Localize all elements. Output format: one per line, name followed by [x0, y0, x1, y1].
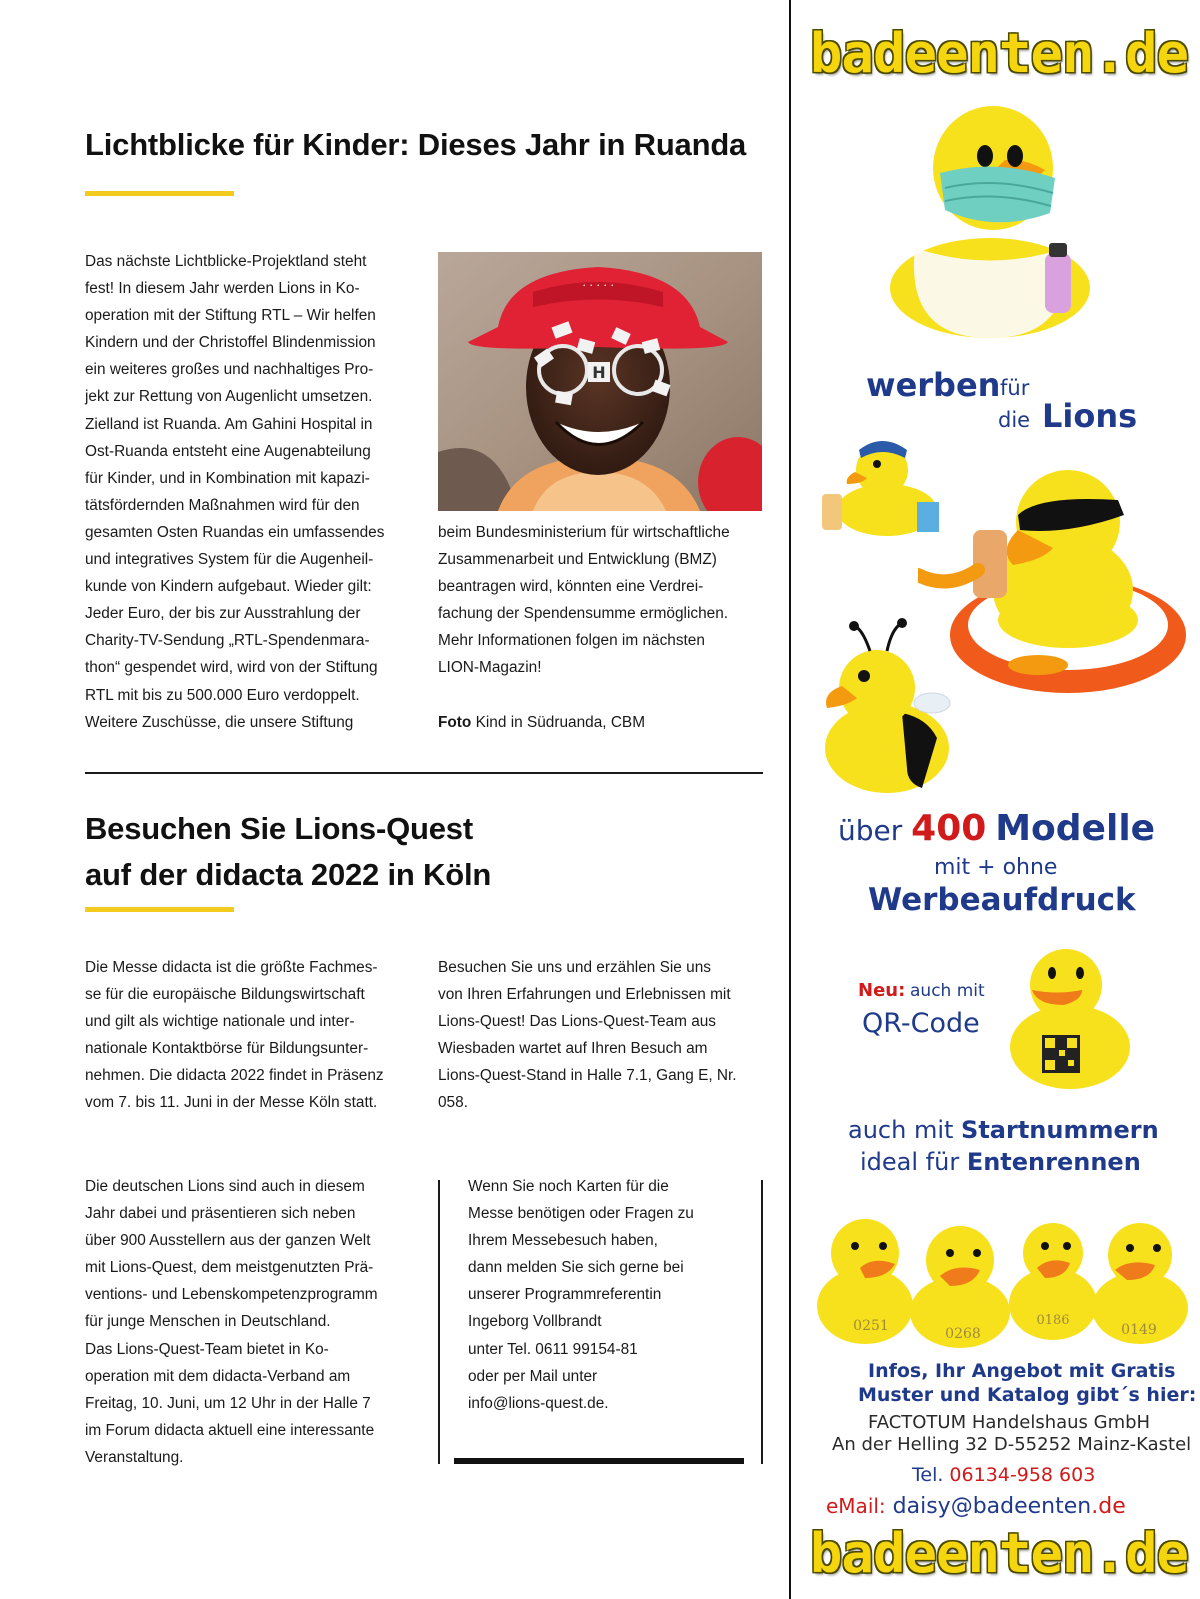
text-line: tätsfördernden Maßnahmen wird für den	[85, 496, 360, 514]
ad-count: 400	[911, 808, 987, 849]
bee-duck-icon	[812, 618, 957, 793]
text-line: beantragen wird, könnten eine Verdrei-	[438, 578, 704, 596]
ad-qr-code: QR-Code	[862, 1008, 980, 1039]
text-line: mit Lions-Quest, dem meistgenutzten Prä-	[85, 1259, 374, 1277]
text-line: Zusammenarbeit und Entwicklung (BMZ)	[438, 551, 717, 569]
text-line: für Kinder, und in Kombination mit kapazi-	[85, 469, 370, 487]
text-line: operation mit der Stiftung RTL – Wir helfen	[85, 307, 376, 325]
text-line: Kindern und der Christoffel Blindenmission	[85, 334, 376, 352]
article1-title: Lichtblicke für Kinder: Dieses Jahr in Ruanda	[85, 127, 747, 162]
text-line: LION-Magazin!	[438, 659, 542, 677]
text-line: kunde von Kindern aufgebaut. Wieder gilt:	[85, 578, 372, 596]
contact-box	[468, 1173, 753, 1417]
ad-startnummern-line	[848, 1116, 1159, 1144]
text-line: operation mit dem didacta-Verband am	[85, 1367, 351, 1385]
text-line: Das nächste Lichtblicke-Projektland steht	[85, 253, 367, 270]
photo-caption	[438, 709, 768, 736]
text-line: fachung der Spendensumme ermöglichen.	[438, 605, 729, 623]
contact-line: Ingeborg Vollbrandt	[468, 1313, 602, 1331]
title-underline	[85, 907, 234, 912]
ad-werben: werben	[866, 366, 1001, 404]
text-line: Charity-TV-Sendung „RTL-Spendenmara-	[85, 632, 370, 650]
text-line: über 900 Ausstellern aus der ganzen Welt	[85, 1232, 371, 1250]
ad-start-line2-a: ideal für	[860, 1148, 967, 1176]
text-line: se für die europäische Bildungswirtschaft	[85, 986, 365, 1004]
child-photo-icon	[438, 252, 762, 511]
svg-text:H: H	[592, 363, 606, 382]
text-line: vom 7. bis 11. Juni in der Messe Köln statt.	[85, 1094, 378, 1112]
duck-number-3: 0186	[1036, 1313, 1070, 1328]
text-line: beim Bundesministerium für wirtschaftliche	[438, 524, 730, 541]
qr-duck-icon	[1002, 935, 1132, 1090]
ad-lions: Lions	[1042, 397, 1138, 435]
text-line: von Ihren Erfahrungen und Erlebnissen mit	[438, 986, 731, 1004]
contact-line: Wenn Sie noch Karten für die	[468, 1178, 669, 1195]
ad-email-label: eMail:	[826, 1494, 886, 1518]
contact-box-left-border	[438, 1180, 440, 1464]
ad-company: FACTOTUM Handelshaus GmbH	[868, 1412, 1151, 1433]
ad-fuer: für	[1000, 376, 1030, 400]
text-line: Veranstaltung.	[85, 1448, 184, 1466]
contact-line: oder per Mail unter	[468, 1367, 598, 1385]
svg-text:· · · · ·: · · · · ·	[582, 279, 614, 292]
ad-modelle: Modelle	[995, 808, 1156, 849]
text-line: Lions-Quest-Stand in Halle 7.1, Gang E, Nr.	[438, 1067, 737, 1085]
ad-models-line	[838, 808, 1155, 849]
ad-email-user: daisy@badeenten	[885, 1494, 1092, 1519]
ad-address: An der Helling 32 D-55252 Mainz-Kastel	[832, 1434, 1192, 1455]
ad-column-separator	[789, 0, 791, 1599]
article1-column-1	[85, 248, 425, 736]
text-line: Jahr dabei und präsentieren sich neben	[85, 1205, 356, 1223]
ad-brand-top: badeenten.de	[809, 22, 1189, 85]
text-line: gesamten Osten Ruandas ein umfassendes	[85, 523, 385, 541]
photo-caption-text: Kind in Südruanda, CBM	[471, 713, 646, 731]
text-line: im Forum didacta aktuell eine interessante	[85, 1421, 375, 1439]
text-line: jekt zur Rettung von Augenlicht umsetzen.	[85, 388, 373, 406]
ad-brand-bottom: badeenten.de	[809, 1522, 1189, 1585]
ad-ueber: über	[838, 814, 903, 847]
ad-tel-label: Tel.	[912, 1464, 944, 1486]
ad-entenrennen-line	[860, 1148, 1141, 1176]
duck-number-2: 0268	[945, 1326, 981, 1342]
text-line: Freitag, 10. Juni, um 12 Uhr in der Halle 7	[85, 1394, 371, 1412]
article2-block1-right	[438, 954, 768, 1117]
duck-number-4: 0149	[1121, 1322, 1157, 1338]
article2-block2-left	[85, 1173, 425, 1471]
ad-die: die	[998, 408, 1031, 432]
article2-title-line2: auf der didacta 2022 in Köln	[85, 857, 492, 892]
ad-infos-line1: Infos, Ihr Angebot mit Gratis	[868, 1360, 1176, 1382]
text-line: fest! In diesem Jahr werden Lions in Ko-	[85, 280, 360, 298]
ad-werbeaufdruck: Werbeaufdruck	[868, 882, 1136, 918]
duck-number-1: 0251	[853, 1318, 889, 1334]
contact-line: unserer Programmreferentin	[468, 1286, 662, 1304]
ad-start-line1-b: Startnummern	[961, 1116, 1159, 1144]
text-line: Wiesbaden wartet auf Ihren Besuch am	[438, 1040, 708, 1058]
ad-neu: Neu:	[858, 980, 906, 1001]
contact-line: Ihrem Messebesuch haben,	[468, 1232, 658, 1250]
text-line: Mehr Informationen folgen im nächsten	[438, 632, 705, 650]
ad-email	[826, 1494, 1126, 1519]
text-line: Weitere Zuschüsse, die unsere Stiftung	[85, 713, 354, 731]
ad-mit-ohne: mit + ohne	[934, 855, 1058, 880]
ad-auch-mit: auch mit	[910, 981, 985, 1001]
text-line: und integratives System für die Augenheil-	[85, 551, 374, 569]
text-line: Jeder Euro, der bis zur Ausstrahlung der	[85, 605, 361, 623]
contact-line: Messe benötigen oder Fragen zu	[468, 1205, 694, 1223]
contact-line: unter Tel. 0611 99154-81	[468, 1340, 638, 1358]
text-line: nationale Kontaktbörse für Bildungsunter-	[85, 1040, 369, 1058]
text-line: und gilt als wichtige nationale und inter-	[85, 1013, 355, 1031]
contact-box-bottom-border	[454, 1458, 744, 1464]
article1-photo	[438, 252, 762, 511]
text-line: thon“ gespendet wird, wird von der Stiftung	[85, 659, 378, 677]
text-line: Die deutschen Lions sind auch in diesem	[85, 1178, 365, 1195]
ad-email-tld: .de	[1091, 1494, 1126, 1519]
ad-infos-line2: Muster und Katalog gibt´s hier:	[858, 1384, 1197, 1406]
text-line: Zielland ist Ruanda. Am Gahini Hospital in	[85, 415, 373, 433]
article2-block1-left	[85, 954, 425, 1117]
text-line: ventions- und Lebenskompetenzprogramm	[85, 1286, 378, 1304]
text-line: 058.	[438, 1094, 468, 1112]
section-divider	[85, 772, 763, 774]
ad-start-line1-a: auch mit	[848, 1116, 962, 1144]
text-line: RTL mit bis zu 500.000 Euro verdoppelt.	[85, 686, 360, 704]
text-line: nehmen. Die didacta 2022 findet in Präsenz	[85, 1067, 384, 1085]
text-line: Ost-Ruanda entsteht eine Augenabteilung	[85, 442, 371, 460]
text-line: Besuchen Sie uns und erzählen Sie uns	[438, 959, 711, 976]
title-underline	[85, 191, 234, 196]
ring-duck-icon	[918, 460, 1186, 700]
text-line: ein weiteres großes und nachhaltiges Pro-	[85, 361, 374, 379]
ad-tel-number: 06134-958 603	[943, 1464, 1096, 1486]
ad-phone	[912, 1464, 1095, 1486]
masked-duck-icon	[875, 98, 1105, 343]
text-line: Das Lions-Quest-Team bietet in Ko-	[85, 1340, 329, 1358]
text-line: für junge Menschen in Deutschland.	[85, 1313, 331, 1331]
contact-line: info@lions-quest.de.	[468, 1394, 609, 1412]
article2-title-line1: Besuchen Sie Lions-Quest	[85, 811, 473, 846]
photo-caption-label: Foto	[438, 713, 472, 731]
text-line: Lions-Quest! Das Lions-Quest-Team aus	[438, 1013, 717, 1031]
contact-box-right-border	[761, 1180, 763, 1464]
numbered-ducks-icon	[815, 1208, 1190, 1348]
contact-line: dann melden Sie sich gerne bei	[468, 1259, 684, 1277]
ad-start-line2-b: Entenrennen	[966, 1148, 1141, 1176]
text-line: Die Messe didacta ist die größte Fachmes-	[85, 959, 378, 976]
article1-column-2	[438, 519, 768, 736]
